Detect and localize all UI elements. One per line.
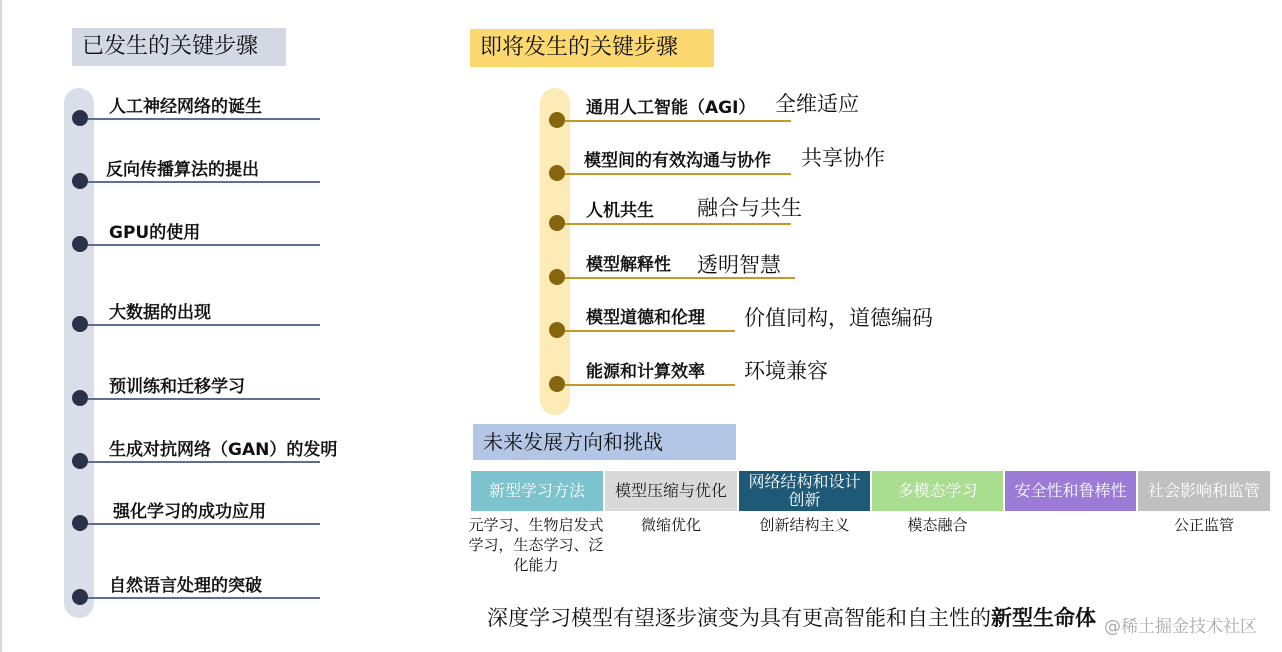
trend-cell: 网络结构和设计创新	[739, 471, 870, 511]
past-step-label: 预训练和迁移学习	[109, 377, 245, 397]
future-step-label: 模型间的有效沟通与协作	[584, 151, 771, 171]
conclusion-main: 深度学习模型有望逐步演变为具有更高智能和自主性的	[487, 606, 991, 630]
past-step-dot	[72, 515, 88, 531]
past-step-dot	[72, 453, 88, 469]
past-step-underline	[88, 461, 320, 463]
past-timeline-track	[64, 88, 94, 618]
future-timeline-track	[540, 88, 570, 415]
trend-cell: 社会影响和监管	[1138, 471, 1270, 511]
future-step-description: 融合与共生	[697, 196, 802, 220]
future-step-dot	[549, 376, 565, 392]
past-step-underline	[88, 118, 320, 120]
future-step-underline	[565, 173, 791, 175]
future-step-dot	[549, 322, 565, 338]
past-step-dot	[72, 110, 88, 126]
past-step-label: 大数据的出现	[109, 303, 211, 323]
past-step-dot	[72, 390, 88, 406]
watermark: @稀土掘金技术社区	[1104, 617, 1257, 637]
past-step-label: GPU的使用	[109, 223, 201, 243]
future-step-label: 模型道德和伦理	[586, 308, 705, 328]
future-step-dot	[549, 112, 565, 128]
past-step-underline	[88, 244, 320, 246]
past-step-label: 人工神经网络的诞生	[109, 97, 262, 117]
future-step-description: 共享协作	[801, 146, 885, 170]
future-step-description: 全维适应	[775, 92, 859, 116]
future-step-underline	[565, 120, 791, 122]
past-step-label: 自然语言处理的突破	[109, 576, 262, 596]
future-step-description: 环境兼容	[744, 359, 828, 383]
future-step-label: 模型解释性	[586, 255, 671, 275]
future-step-dot	[549, 269, 565, 285]
past-step-underline	[88, 181, 320, 183]
trend-detail: 模态融合	[907, 516, 968, 534]
past-step-underline	[88, 324, 320, 326]
past-step-underline	[88, 398, 320, 400]
future-step-label: 能源和计算效率	[586, 362, 705, 382]
future-step-description: 透明智慧	[697, 253, 781, 277]
future-step-underline	[565, 330, 735, 332]
trends-header: 未来发展方向和挑战	[473, 424, 736, 460]
past-step-label: 反向传播算法的提出	[106, 160, 259, 180]
past-step-underline	[88, 597, 320, 599]
past-steps-header: 已发生的关键步骤	[72, 28, 286, 66]
past-step-dot	[72, 236, 88, 252]
trend-detail: 微缩优化	[640, 516, 701, 534]
trend-cell: 多模态学习	[872, 471, 1003, 511]
future-step-label: 人机共生	[586, 201, 654, 221]
future-steps-header: 即将发生的关键步骤	[470, 29, 714, 67]
conclusion-text	[487, 602, 1096, 632]
conclusion-emphasis: 新型生命体	[991, 606, 1096, 630]
trend-detail: 元学习、生物启发式学习，生态学习、泛化能力	[468, 516, 604, 574]
future-step-underline	[565, 223, 791, 225]
trend-cell: 安全性和鲁棒性	[1005, 471, 1136, 511]
future-step-dot	[549, 165, 565, 181]
trend-detail: 创新结构主义	[759, 516, 850, 534]
page-left-border	[0, 0, 2, 652]
past-step-label: 强化学习的成功应用	[113, 502, 266, 522]
past-step-dot	[72, 173, 88, 189]
future-step-description: 价值同构，道德编码	[744, 306, 933, 330]
future-step-label: 通用人工智能（AGI）	[586, 98, 756, 118]
past-step-dot	[72, 316, 88, 332]
trend-cell: 新型学习方法	[471, 471, 603, 511]
future-step-underline	[565, 384, 735, 386]
trend-detail: 公正监管	[1173, 516, 1234, 534]
future-step-dot	[549, 215, 565, 231]
past-step-dot	[72, 589, 88, 605]
past-step-underline	[88, 523, 320, 525]
past-step-label: 生成对抗网络（GAN）的发明	[109, 440, 338, 460]
trend-cell: 模型压缩与优化	[605, 471, 737, 511]
